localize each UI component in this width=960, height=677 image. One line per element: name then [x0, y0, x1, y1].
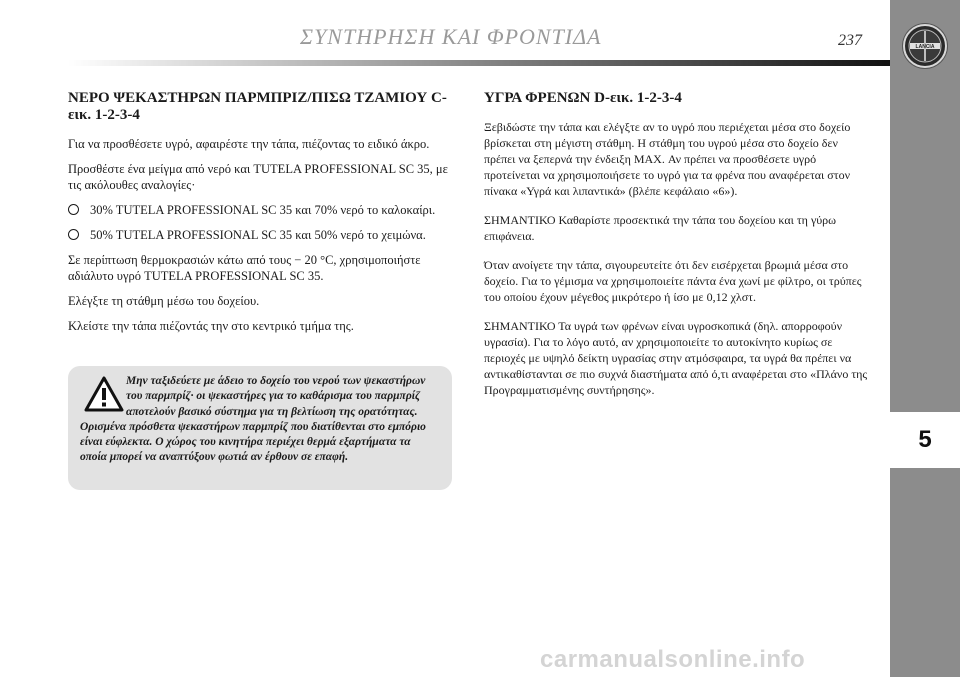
- bullet-item: [68, 202, 454, 218]
- washer-fluid-heading: ΝΕΡΟ ΨΕΚΑΣΤΗΡΩΝ ΠΑΡΜΠΡΙΖ/ΠΙΣΩ ΤΖΑΜΙΟΥ C-εικ. 1-2-3-4: [68, 90, 447, 123]
- circle-bullet-icon: [68, 229, 79, 240]
- circle-bullet-icon: [68, 204, 79, 215]
- header-rule: [68, 60, 890, 66]
- paragraph: Κλείστε την τάπα πιέζοντάς την στο κεντρικό τμήμα της.: [68, 319, 354, 333]
- paragraph: Προσθέστε ένα μείγμα από νερό και TUTELA PROFESSIONAL SC 35, με τις ακόλουθες αναλογίες·: [68, 162, 448, 192]
- warning-line-2: Ορισμένα πρόσθετα ψεκαστήρων παρμπρίζ που διατίθενται στο εμπόριο είναι εύφλεκτα. Ο χώρος του κινητήρα περιέχει θερμά εξαρτήματα τα οποία μπορεί να αναπτύξουν φωτιά αν έρθουν σε επαφή.: [80, 420, 426, 464]
- paragraph: Ξεβιδώστε την τάπα και ελέγξτε αν το υγρό που περιέχεται μέσα στο δοχείο βρίσκεται στη μέγιστη στάθμη. Η στάθμη του υγρού μέσα στο δοχείο δεν πρέπει να ξεπερνά την ένδειξη MAX. Αν πρέπει να προσθέσετε υγρό προτείνεται να χρησιμοποιήσετε το υγρό για τα φρένα που αναφέρεται στον πίνακα «Υγρά και λιπαντικά» (βλέπε κεφάλαιο «6»).: [484, 120, 851, 198]
- warning-triangle-icon: [84, 376, 124, 412]
- page-number: 237: [838, 32, 862, 49]
- chapter-tab[interactable]: 5: [890, 412, 960, 468]
- warning-line-1: Μην ταξιδεύετε με άδειο το δοχείο του νερού των ψεκαστήρων του παρμπρίζ· οι ψεκαστήρες για το καθάρισμα του παρμπρίζ αποτελούν βασικό σύστημα για τη βελτίωση της ορατότητας.: [126, 375, 426, 418]
- footer-watermark: carmanualsonline.info: [540, 646, 806, 673]
- paragraph: Ελέγξτε τη στάθμη μέσω του δοχείου.: [68, 294, 260, 308]
- warning-box: [68, 366, 452, 490]
- paragraph: ΣΗΜΑΝΤΙΚΟ Καθαρίστε προσεκτικά την τάπα του δοχείου και τη γύρω επιφάνεια.: [484, 213, 837, 243]
- left-column: [68, 90, 454, 343]
- bullet-item: [68, 227, 454, 243]
- lancia-logo-icon: [903, 24, 947, 68]
- paragraph: Για να προσθέσετε υγρό, αφαιρέστε την τάπα, πιέζοντας το ειδικό άκρο.: [68, 137, 430, 151]
- right-column: [484, 90, 870, 411]
- bullet-text: 50% TUTELA PROFESSIONAL SC 35 και 50% νερό το χειμώνα.: [90, 228, 426, 242]
- brake-fluid-heading: ΥΓΡΑ ΦΡΕΝΩΝ D-εικ. 1-2-3-4: [484, 90, 682, 106]
- paragraph: Σε περίπτωση θερμοκρασιών κάτω από τους − 20 °C, χρησιμοποιήστε αδιάλυτο υγρό TUTELA PROFESSIONAL SC 35.: [68, 253, 421, 283]
- page-header-title: ΣΥΝΤΗΡΗΣΗ ΚΑΙ ΦΡΟΝΤΙΔΑ: [300, 24, 602, 49]
- chapter-sidebar: [890, 0, 960, 677]
- bullet-text: 30% TUTELA PROFESSIONAL SC 35 και 70% νερό το καλοκαίρι.: [90, 203, 436, 217]
- paragraph: ΣΗΜΑΝΤΙΚΟ Τα υγρά των φρένων είναι υγροσκοπικά (δηλ. απορροφούν υγρασία). Για το λόγο αυτό, αν χρησιμοποιείτε το αυτοκίνητο κυρίως σε περιοχές με υψηλό δείκτη υγρασίας στην ατμόσφαιρα, τα υγρά θα πρέπει να αντικαθίστανται σε πιο συχνά διαστήματα από ό,τι αναφέρεται στο «Πλάνο της Προγραμματισμένης συντήρησης».: [484, 319, 868, 397]
- paragraph: Όταν ανοίγετε την τάπα, σιγουρευτείτε ότι δεν εισέρχεται βρωμιά μέσα στο δοχείο. Για το γέμισμα να χρησιμοποιείτε πάντα ένα χωνί με φίλτρο, οι τρύπες του οποίου έχουν μέγεθος μικρότερο ή ίσο με 0,12 χλστ.: [484, 258, 862, 304]
- warning-text: [80, 374, 440, 466]
- logo-text: LANCIA: [915, 44, 935, 50]
